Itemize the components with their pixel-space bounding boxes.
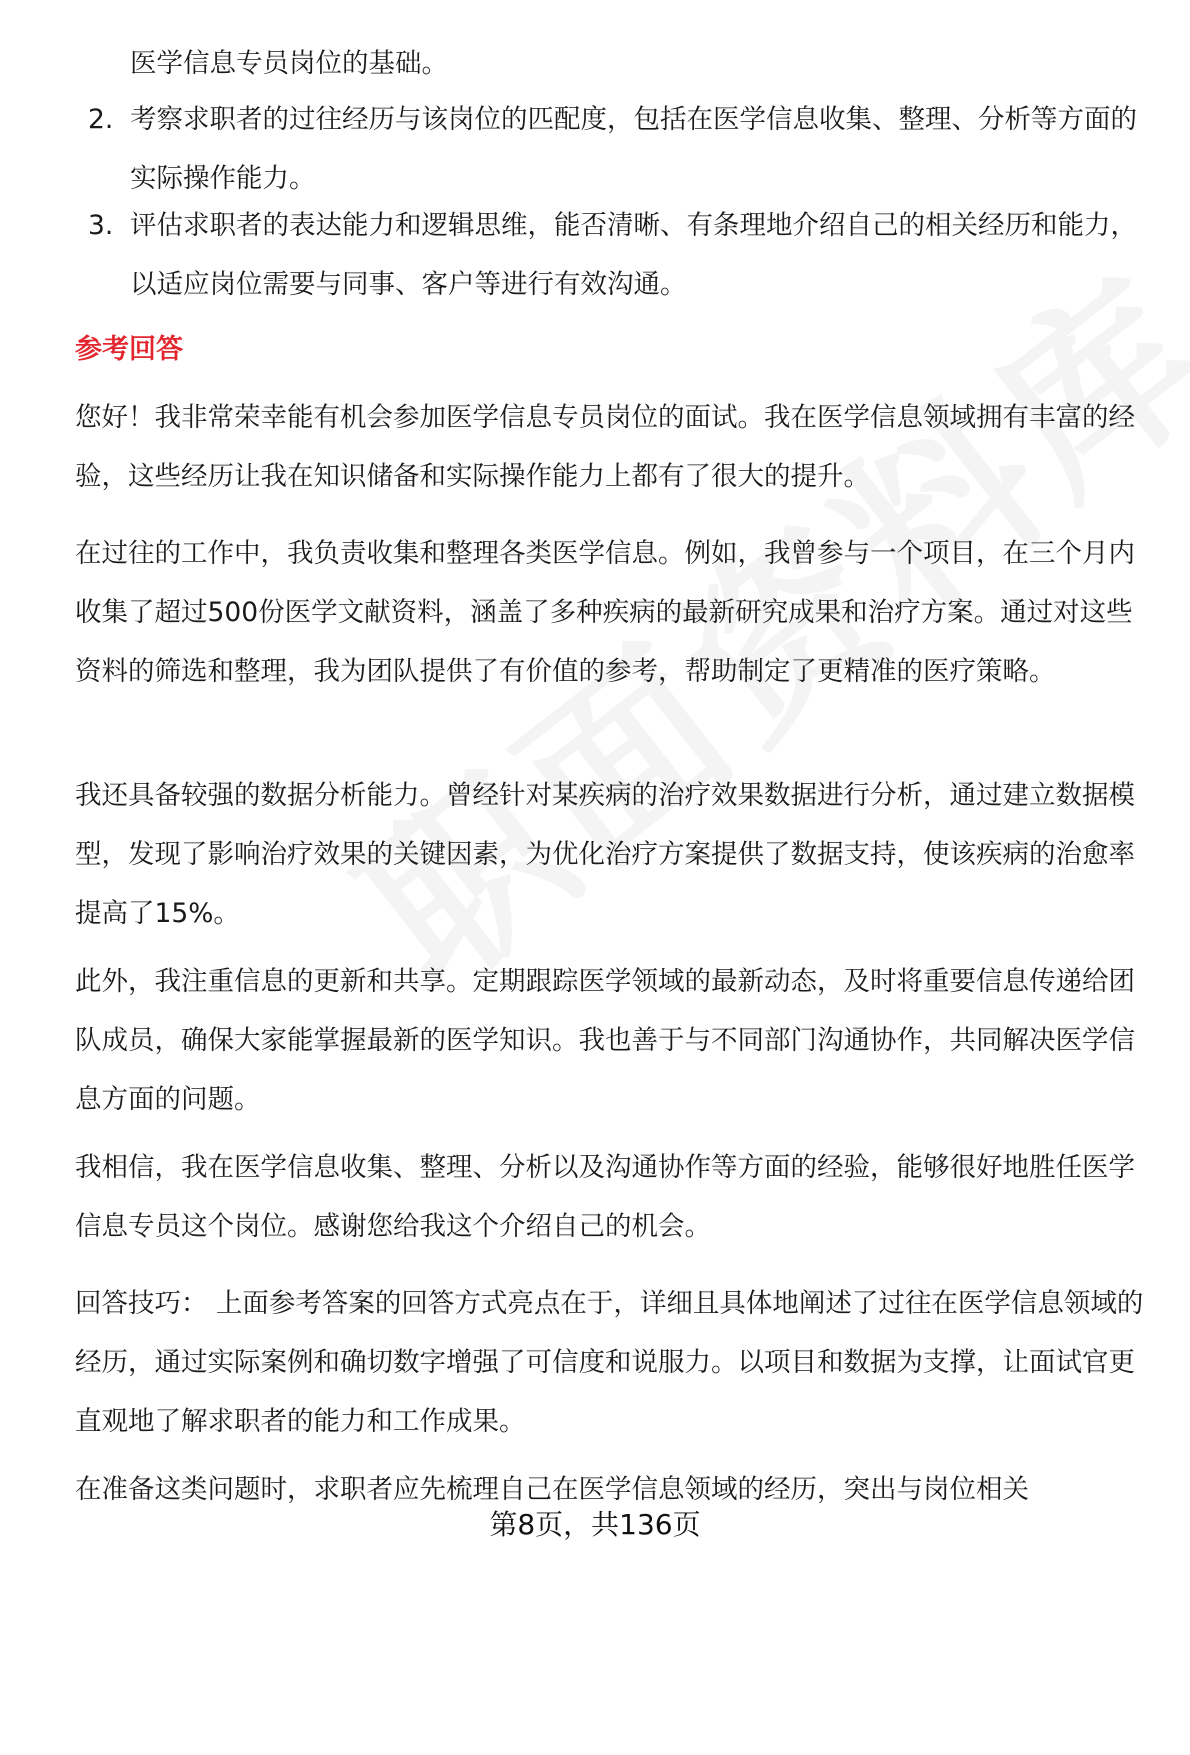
section-heading: 参考回答 [75,334,183,365]
list-text: 考察求职者的过往经历与该岗位的匹配度，包括在医学信息收集、整理、分析等方面的实际操作能力。 [130,104,1137,194]
paragraph: 在准备这类问题时，求职者应先梳理自己在医学信息领域的经历，突出与岗位相关 [75,1474,1029,1505]
list-item-continuation: 医学信息专员岗位的基础。 [130,48,448,79]
paragraph: 您好！我非常荣幸能有机会参加医学信息专员岗位的面试。我在医学信息领域拥有丰富的经验，这些经历让我在知识储备和实际操作能力上都有了很大的提升。 [75,402,1135,492]
paragraph: 在过往的工作中，我负责收集和整理各类医学信息。例如，我曾参与一个项目，在三个月内收集了超过500份医学文献资料，涵盖了多种疾病的最新研究成果和治疗方案。通过对这些资料的筛选和整理，我为团队提供了有价值的参考，帮助制定了更精准的医疗策略。 [75,538,1135,687]
list-number: 2. [88,104,114,135]
paragraph: 我相信，我在医学信息收集、整理、分析以及沟通协作等方面的经验，能够很好地胜任医学信息专员这个岗位。感谢您给我这个介绍自己的机会。 [75,1152,1135,1242]
page-footer: 第8页，共136页 [489,1508,701,1541]
paragraph: 此外，我注重信息的更新和共享。定期跟踪医学领域的最新动态，及时将重要信息传递给团队成员，确保大家能掌握最新的医学知识。我也善于与不同部门沟通协作，共同解决医学信息方面的问题。 [75,966,1135,1115]
list-number: 3. [88,210,114,241]
paragraph: 回答技巧： 上面参考答案的回答方式亮点在于，详细且具体地阐述了过往在医学信息领域的经历，通过实际案例和确切数字增强了可信度和说服力。以项目和数据为支撑，让面试官更直观地了解求职者的能力和工作成果。 [75,1288,1144,1437]
paragraph: 我还具备较强的数据分析能力。曾经针对某疾病的治疗效果数据进行分析，通过建立数据模型，发现了影响治疗效果的关键因素，为优化治疗方案提供了数据支持，使该疾病的治愈率提高了15%。 [75,780,1135,929]
list-text: 评估求职者的表达能力和逻辑思维，能否清晰、有条理地介绍自己的相关经历和能力，以适应岗位需要与同事、客户等进行有效沟通。 [130,210,1137,300]
